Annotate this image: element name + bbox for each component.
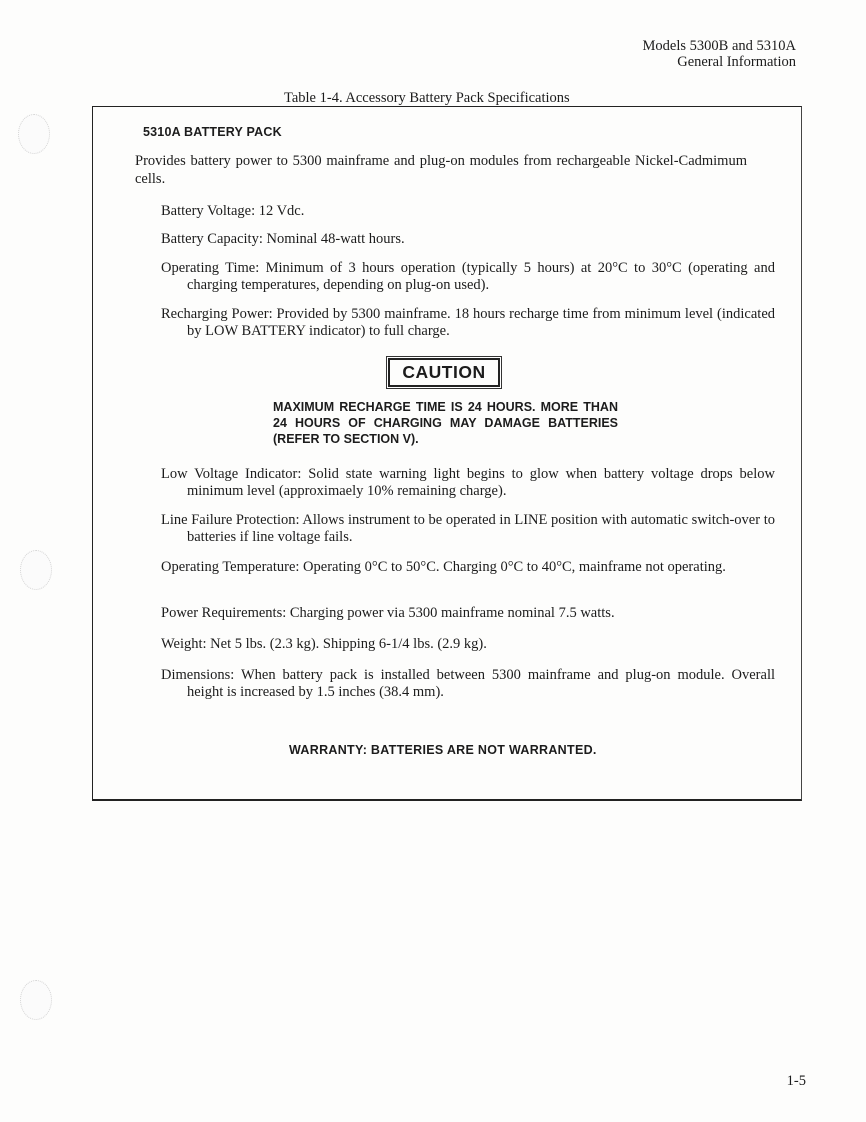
header-models: Models 5300B and 5310A	[642, 38, 796, 54]
caution-text: MAXIMUM RECHARGE TIME IS 24 HOURS. MORE THAN 24 HOURS OF CHARGING MAY DAMAGE BATTERIES (REFER TO SECTION V).	[273, 400, 618, 446]
punch-hole-bottom	[20, 980, 52, 1020]
spec-operating-temperature: Operating Temperature: Operating 0°C to 50°C. Charging 0°C to 40°C, mainframe not operating.	[161, 559, 726, 575]
running-header	[643, 38, 796, 70]
spec-low-voltage-indicator: Low Voltage Indicator: Solid state warning light begins to glow when battery voltage drops below minimum level (approximaely 10% remaining charge).	[161, 466, 775, 499]
spec-operating-time: Operating Time: Minimum of 3 hours operation (typically 5 hours) at 20°C to 30°C (operating and charging temperatures, depending on plug-on used).	[161, 260, 775, 293]
punch-hole-middle	[20, 550, 52, 590]
spec-dimensions: Dimensions: When battery pack is installed between 5300 mainframe and plug-on module. Overall height is increased by 1.5 inches (38.4 mm).	[161, 667, 775, 700]
intro-paragraph: Provides battery power to 5300 mainframe and plug-on modules from rechargeable Nickel-Cadmimum cells.	[135, 153, 747, 187]
specifications-table	[92, 106, 802, 801]
spec-battery-capacity: Battery Capacity: Nominal 48-watt hours.	[161, 231, 405, 247]
header-section: General Information	[677, 54, 796, 70]
page-number: 1-5	[786, 1073, 806, 1089]
spec-line-failure-protection: Line Failure Protection: Allows instrument to be operated in LINE position with automatic switch-over to batteries if line voltage fails.	[161, 512, 775, 545]
spec-power-requirements: Power Requirements: Charging power via 5300 mainframe nominal 7.5 watts.	[161, 605, 615, 621]
spec-recharging-power: Recharging Power: Provided by 5300 mainframe. 18 hours recharge time from minimum level (indicated by LOW BATTERY indicator) to full charge.	[161, 306, 775, 339]
table-caption: Table 1-4. Accessory Battery Pack Specifications	[284, 90, 570, 106]
table-heading: 5310A BATTERY PACK	[143, 125, 282, 139]
spec-battery-voltage: Battery Voltage: 12 Vdc.	[161, 203, 305, 219]
warranty-note: WARRANTY: BATTERIES ARE NOT WARRANTED.	[289, 743, 597, 757]
punch-hole-top	[18, 114, 50, 154]
spec-weight: Weight: Net 5 lbs. (2.3 kg). Shipping 6-1/4 lbs. (2.9 kg).	[161, 636, 487, 652]
caution-label: CAUTION	[388, 358, 500, 387]
